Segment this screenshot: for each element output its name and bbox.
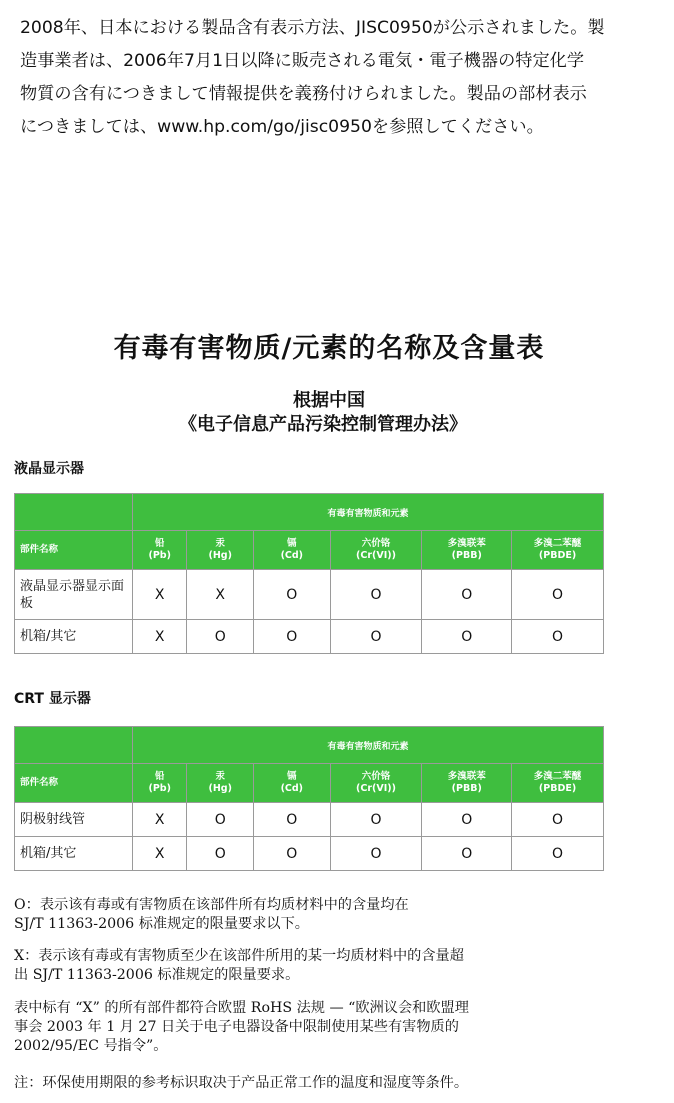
part-name-header: 部件名称 — [15, 764, 133, 803]
value-cell: O — [422, 620, 512, 654]
part-name-header: 部件名称 — [15, 531, 133, 570]
value-cell: O — [512, 803, 604, 837]
crt-section-label: CRT 显示器 — [14, 691, 91, 707]
note-line: X：表示该有毒或有害物质至少在该部件所用的某一均质材料中的含量超 — [14, 948, 464, 964]
value-cell: X — [132, 803, 186, 837]
value-cell: O — [512, 837, 604, 871]
value-cell: X — [132, 570, 186, 620]
column-header: 铅 (Pb) — [132, 531, 186, 570]
china-rohs-title: 有毒有害物质/元素的名称及含量表 — [113, 333, 545, 364]
note-line: 2002/95/EC 号指令”。 — [14, 1038, 168, 1054]
o-legend-note — [14, 896, 654, 934]
value-cell: O — [512, 570, 604, 620]
value-cell: O — [253, 570, 330, 620]
value-cell: O — [330, 570, 422, 620]
column-header: 六价铬 (Cr(VI)) — [330, 764, 422, 803]
value-cell: O — [422, 837, 512, 871]
column-header: 多溴联苯 (PBB) — [422, 531, 512, 570]
value-cell: O — [187, 803, 254, 837]
japanese-notice-line: 物質の含有につきまして情報提供を義務付けられました。製品の部材表示 — [20, 84, 587, 104]
crt-substance-table — [14, 726, 604, 871]
china-rohs-subtitle-1: 根据中国 — [293, 390, 365, 411]
column-header: 汞 (Hg) — [187, 531, 254, 570]
value-cell: O — [253, 837, 330, 871]
substance-group-header: 有毒有害物质和元素 — [132, 494, 603, 531]
part-name-cell: 机箱/其它 — [15, 837, 133, 871]
table-row — [15, 803, 604, 837]
note-line: O：表示该有毒或有害物质在该部件所有均质材料中的含量均在 — [14, 897, 409, 913]
note-line: 表中标有 “X” 的所有部件都符合欧盟 RoHS 法规 — “欧洲议会和欧盟理 — [14, 1000, 469, 1016]
china-rohs-subtitle-2: 《电子信息产品污染控制管理办法》 — [179, 414, 467, 435]
note-line: SJ/T 11363-2006 标准规定的限量要求以下。 — [14, 916, 309, 932]
table-row — [15, 570, 604, 620]
environmental-period-note — [14, 1074, 654, 1093]
table-header-blank — [15, 727, 133, 764]
part-name-cell: 液晶显示器显示面板 — [15, 570, 133, 620]
japanese-notice-line: 造事業者は、2006年7月1日以降に販売される電気・電子機器の特定化学 — [20, 51, 585, 71]
japanese-notice — [20, 12, 660, 144]
column-header: 汞 (Hg) — [187, 764, 254, 803]
japanese-notice-line: 2008年、日本における製品含有表示方法、JISC0950が公示されました。製 — [20, 18, 605, 38]
value-cell: O — [187, 620, 254, 654]
column-header: 镉 (Cd) — [253, 764, 330, 803]
note-line: 事会 2003 年 1 月 27 日关于电子电器设备中限制使用某些有害物质的 — [14, 1019, 459, 1035]
value-cell: O — [187, 837, 254, 871]
x-legend-note — [14, 947, 654, 985]
note-line: 注：环保使用期限的参考标识取决于产品正常工作的温度和湿度等条件。 — [14, 1075, 469, 1091]
part-name-cell: 阴极射线管 — [15, 803, 133, 837]
column-header: 多溴二苯醚 (PBDE) — [512, 764, 604, 803]
column-header: 六价铬 (Cr(VI)) — [330, 531, 422, 570]
column-header: 铅 (Pb) — [132, 764, 186, 803]
column-header: 多溴联苯 (PBB) — [422, 764, 512, 803]
value-cell: O — [330, 803, 422, 837]
value-cell: X — [132, 620, 186, 654]
table-row — [15, 837, 604, 871]
value-cell: X — [132, 837, 186, 871]
table-header-blank — [15, 494, 133, 531]
note-line: 出 SJ/T 11363-2006 标准规定的限量要求。 — [14, 967, 300, 983]
table-row — [15, 620, 604, 654]
column-header: 镉 (Cd) — [253, 531, 330, 570]
lcd-section-label: 液晶显示器 — [14, 461, 84, 477]
lcd-substance-table — [14, 493, 604, 654]
value-cell: O — [330, 837, 422, 871]
value-cell: O — [512, 620, 604, 654]
column-header: 多溴二苯醚 (PBDE) — [512, 531, 604, 570]
substance-group-header: 有毒有害物质和元素 — [132, 727, 603, 764]
value-cell: O — [330, 620, 422, 654]
rohs-compliance-note — [14, 999, 654, 1056]
value-cell: O — [253, 620, 330, 654]
value-cell: O — [422, 803, 512, 837]
value-cell: X — [187, 570, 254, 620]
japanese-notice-line: につきましては、www.hp.com/go/jisc0950を参照してください。 — [20, 117, 544, 137]
value-cell: O — [253, 803, 330, 837]
part-name-cell: 机箱/其它 — [15, 620, 133, 654]
value-cell: O — [422, 570, 512, 620]
